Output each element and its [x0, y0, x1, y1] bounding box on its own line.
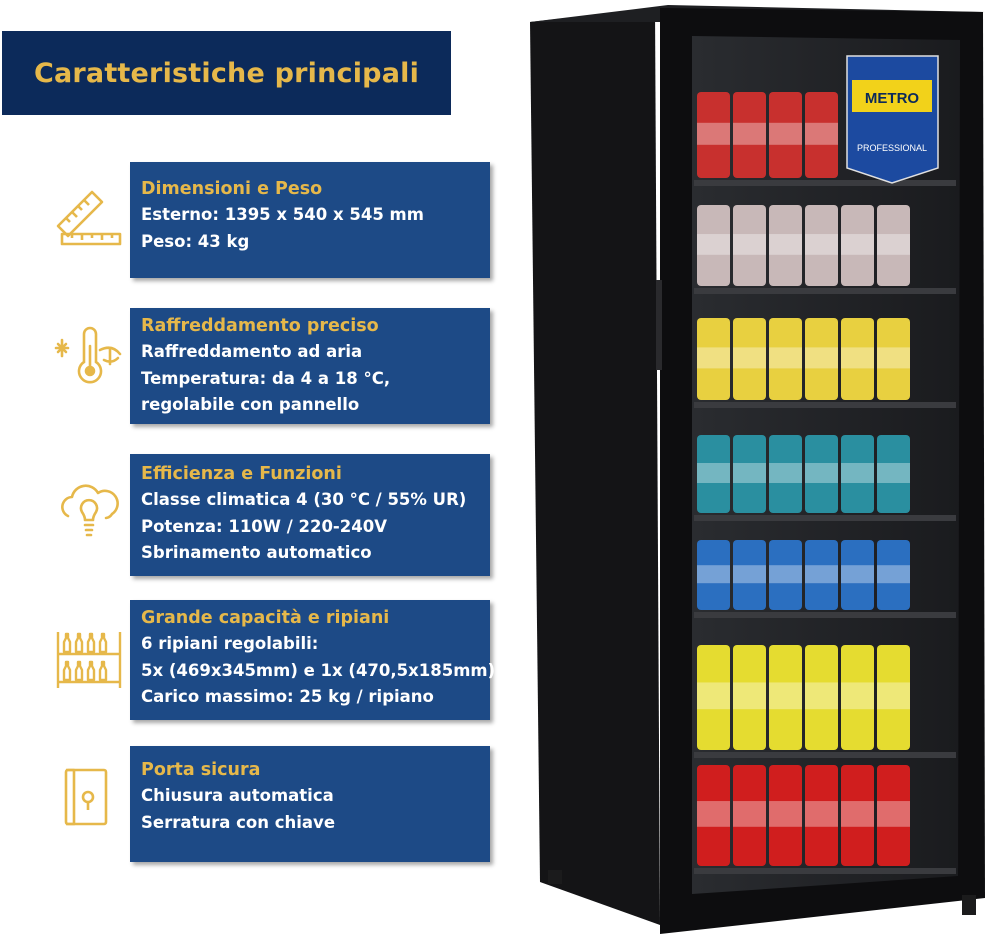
- can-label-band: [877, 565, 910, 583]
- can-label-band: [841, 347, 874, 368]
- can-label-band: [697, 682, 730, 709]
- feature-line: Esterno: 1395 x 540 x 545 mm: [141, 205, 424, 224]
- fridge-shelf: [694, 868, 956, 874]
- feature-title: Porta sicura: [141, 760, 261, 780]
- can-label-band: [733, 123, 766, 145]
- metro-logo: [847, 56, 938, 183]
- fridge-shelf: [694, 612, 956, 618]
- can-label-band: [697, 123, 730, 145]
- metro-logo-sub: PROFESSIONAL: [856, 143, 928, 153]
- feature-line: Raffreddamento ad aria: [141, 342, 363, 361]
- can-label-band: [841, 801, 874, 827]
- can-label-band: [769, 347, 802, 368]
- feature-title: Efficienza e Funzioni: [141, 464, 342, 484]
- can-label-band: [769, 565, 802, 583]
- can-label-band: [805, 801, 838, 827]
- can-label-band: [733, 801, 766, 827]
- feature-title: Dimensioni e Peso: [141, 179, 323, 199]
- can-label-band: [733, 463, 766, 483]
- can-label-band: [841, 463, 874, 483]
- can-label-band: [877, 682, 910, 709]
- can-label-band: [733, 682, 766, 709]
- shelf-bottles-icon: [52, 628, 126, 690]
- can-label-band: [769, 463, 802, 483]
- feature-line: Carico massimo: 25 kg / ripiano: [141, 687, 434, 706]
- can-label-band: [733, 347, 766, 368]
- ruler-icon: [52, 186, 126, 248]
- feature-box-capacity: [130, 600, 496, 720]
- feature-line: Serratura con chiave: [141, 812, 336, 832]
- can-label-band: [769, 801, 802, 827]
- can-label-band: [697, 347, 730, 368]
- can-label-band: [877, 347, 910, 368]
- feature-line: Classe climatica 4 (30 °C / 55% UR): [141, 490, 467, 509]
- feature-title: Grande capacità e ripiani: [141, 608, 390, 628]
- can-label-band: [841, 234, 874, 255]
- can-label-band: [805, 123, 838, 145]
- can-label-band: [877, 234, 910, 255]
- can-label-band: [805, 234, 838, 255]
- feature-line: Potenza: 110W / 220-240V: [141, 516, 387, 536]
- can-label-band: [805, 682, 838, 709]
- can-label-band: [877, 801, 910, 827]
- feature-line: 6 ripiani regolabili:: [141, 634, 319, 653]
- beverage-fridge-image: [527, 5, 993, 942]
- feature-box-dimensions: [130, 162, 490, 278]
- can-label-band: [697, 463, 730, 483]
- can-label-band: [769, 682, 802, 709]
- feature-box-door: [130, 746, 490, 862]
- lightbulb-cloud-icon: [52, 482, 126, 544]
- can-label-band: [769, 123, 802, 145]
- feature-line: Sbrinamento automatico: [141, 543, 372, 562]
- fridge-shelf: [694, 752, 956, 758]
- feature-title: Raffreddamento preciso: [141, 316, 379, 336]
- can-label-band: [805, 347, 838, 368]
- can-label-band: [697, 565, 730, 583]
- can-label-band: [769, 234, 802, 255]
- can-label-band: [733, 234, 766, 255]
- feature-line: Chiusura automatica: [141, 786, 334, 805]
- fridge-shelf: [694, 402, 956, 408]
- can-label-band: [805, 463, 838, 483]
- can-label-band: [841, 565, 874, 583]
- safe-lock-icon: [52, 766, 126, 828]
- can-label-band: [697, 234, 730, 255]
- feature-box-efficiency: [130, 454, 490, 576]
- feature-line: regolabile con pannello: [141, 395, 360, 414]
- feature-line: Peso: 43 kg: [141, 231, 250, 251]
- can-label-band: [733, 565, 766, 583]
- can-label-band: [697, 801, 730, 827]
- feature-line: Temperatura: da 4 a 18 °C,: [141, 368, 391, 388]
- metro-logo-text: METRO: [864, 90, 920, 107]
- thermometer-icon: [52, 326, 126, 388]
- page-title: Caratteristiche principali: [33, 57, 420, 89]
- can-label-band: [841, 682, 874, 709]
- feature-line: 5x (469x345mm) e 1x (470,5x185mm): [141, 660, 496, 680]
- title-banner: [2, 31, 451, 115]
- feature-box-cooling: [130, 308, 490, 424]
- can-label-band: [805, 565, 838, 583]
- fridge-shelf: [694, 515, 956, 521]
- fridge-shelf: [694, 180, 956, 186]
- fridge-shelf: [694, 288, 956, 294]
- can-label-band: [877, 463, 910, 483]
